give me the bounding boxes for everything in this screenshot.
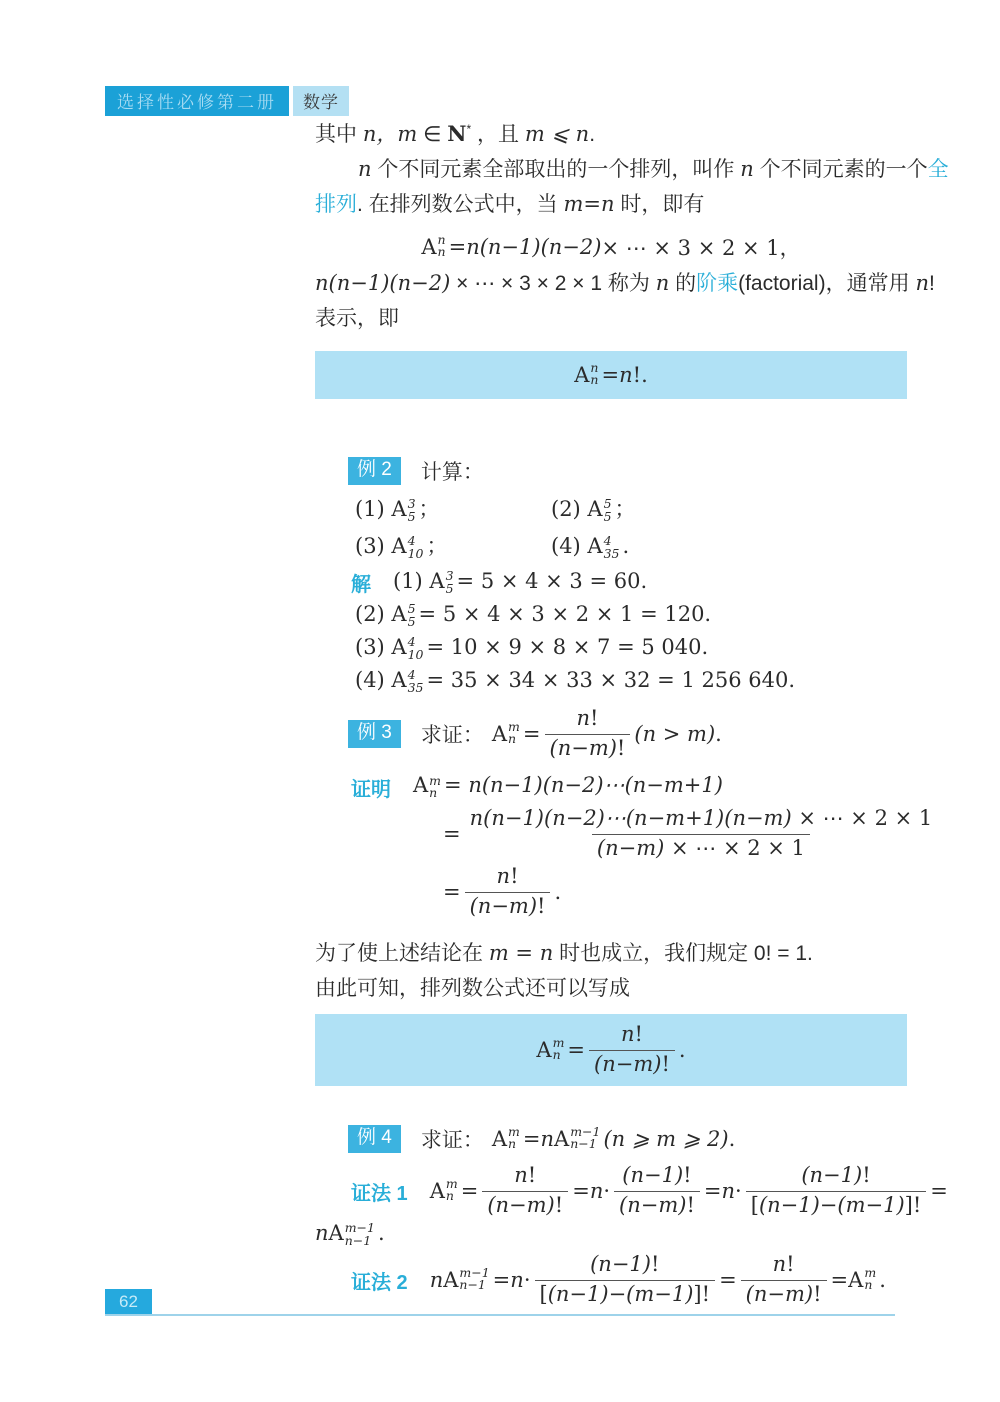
fraction bbox=[746, 1162, 927, 1221]
math-token: A bbox=[536, 1038, 552, 1062]
denominator bbox=[746, 1191, 927, 1221]
superscript: m−1 bbox=[570, 1123, 601, 1139]
math-token: = bbox=[443, 880, 461, 904]
accent-term: 排列 bbox=[315, 193, 357, 216]
math-token: = bbox=[522, 722, 541, 746]
math-token: A bbox=[429, 568, 445, 593]
superscript-subscript bbox=[604, 535, 620, 560]
math-token: n bbox=[576, 705, 590, 730]
math-token: n bbox=[510, 1268, 524, 1292]
text-run: n bbox=[655, 271, 670, 295]
text-run: ，且 bbox=[471, 123, 525, 146]
superscript: m bbox=[864, 1264, 877, 1280]
math-token: A bbox=[421, 235, 437, 259]
subscript: 5 bbox=[445, 580, 454, 596]
math-token: (n−1) bbox=[801, 1162, 863, 1187]
superscript-subscript bbox=[570, 1123, 601, 1151]
math-token: A bbox=[391, 667, 407, 692]
example4-label: 例 4 bbox=[348, 1125, 401, 1153]
example3-header bbox=[348, 705, 907, 760]
numerator bbox=[768, 1251, 800, 1280]
fraction bbox=[614, 1162, 700, 1221]
math-token: = 35 × 34 × 33 × 32 = 1 256 640. bbox=[426, 667, 795, 692]
text-run: n bbox=[740, 157, 754, 181]
math-token: [ bbox=[750, 1192, 759, 1217]
math-token: ! bbox=[813, 1281, 822, 1306]
fraction bbox=[545, 705, 631, 764]
math-token: (4) bbox=[551, 534, 588, 558]
math-token: = bbox=[567, 1038, 586, 1062]
numerator bbox=[509, 1162, 541, 1191]
math-token: A bbox=[491, 722, 508, 746]
math-token: (n−m) bbox=[619, 1192, 687, 1217]
math-token: !. bbox=[632, 363, 648, 387]
superscript-subscript bbox=[408, 498, 416, 523]
text-run: * bbox=[466, 122, 472, 136]
math-token: (2) bbox=[551, 497, 588, 521]
superscript-subscript bbox=[345, 1222, 375, 1247]
superscript: 4 bbox=[407, 533, 416, 549]
math-token: n bbox=[514, 1162, 528, 1187]
math-token: A bbox=[848, 1268, 864, 1292]
solution-math-3 bbox=[355, 635, 708, 662]
superscript-subscript bbox=[408, 603, 416, 628]
example2-item-4 bbox=[551, 529, 907, 566]
math-token: A bbox=[391, 534, 407, 558]
denominator bbox=[535, 1280, 716, 1310]
accent-term: 阶乘 bbox=[696, 272, 739, 295]
fraction bbox=[482, 1162, 568, 1221]
math-token: (2) bbox=[355, 601, 392, 626]
subscript: 35 bbox=[407, 679, 424, 695]
denominator bbox=[482, 1191, 568, 1221]
series-title: 选择性必修第二册 bbox=[105, 86, 289, 116]
math-token: . bbox=[728, 1127, 736, 1151]
superscript: 3 bbox=[445, 568, 454, 584]
superscript: m bbox=[508, 718, 520, 734]
math-token: ； bbox=[614, 497, 636, 521]
example2-label: 例 2 bbox=[348, 457, 401, 485]
superscript: 4 bbox=[603, 533, 612, 549]
example2-item-1 bbox=[355, 492, 551, 529]
text-run: N bbox=[447, 121, 467, 146]
superscript: 5 bbox=[603, 496, 612, 512]
text-run: 时也成立，我们规定 0! = 1. bbox=[553, 942, 813, 965]
subscript: n−1 bbox=[344, 1232, 372, 1248]
math-token: ! bbox=[650, 1251, 660, 1276]
denominator bbox=[465, 892, 551, 922]
math-token: ! bbox=[683, 1162, 692, 1187]
subscript: 10 bbox=[407, 646, 424, 662]
paragraph-full-permutation-2 bbox=[315, 187, 907, 222]
text-run: 表示，即 bbox=[315, 307, 399, 330]
math-token: 求证： bbox=[420, 1129, 484, 1152]
math-token: ! bbox=[510, 863, 519, 888]
numerator bbox=[585, 1251, 664, 1280]
superscript: 4 bbox=[407, 634, 416, 650]
method2-keyword: 证法 2 bbox=[351, 1271, 408, 1294]
superscript-subscript bbox=[429, 772, 442, 801]
math-token: (n−m) bbox=[549, 735, 617, 760]
math-token: 求证： bbox=[420, 724, 484, 747]
subscript: 5 bbox=[407, 508, 416, 524]
math-token: A bbox=[328, 1220, 344, 1245]
numerator bbox=[571, 705, 603, 734]
math-token: = bbox=[930, 1179, 948, 1203]
math-token: = 5 × 4 × 3 × 2 × 1 = 120. bbox=[418, 601, 712, 626]
math-token: n(n−1)(n−2)⋯(n−m+1) bbox=[468, 773, 723, 798]
math-token: = bbox=[601, 363, 620, 387]
math-token: A bbox=[413, 773, 429, 798]
subscript: n bbox=[508, 731, 517, 746]
math-token: = bbox=[444, 773, 469, 798]
math-token: = bbox=[522, 1127, 541, 1151]
superscript-subscript bbox=[552, 1034, 565, 1062]
math-token: = bbox=[448, 235, 467, 259]
proof-math-2 bbox=[443, 805, 941, 864]
numerator bbox=[796, 1162, 875, 1191]
formula-full-permutation bbox=[315, 228, 907, 266]
math-token: n bbox=[540, 1127, 555, 1151]
subscript: 10 bbox=[407, 545, 424, 561]
math-token: (3) bbox=[355, 634, 392, 659]
math-token: (1) bbox=[355, 497, 392, 521]
proof-line-3 bbox=[443, 864, 907, 920]
method1-math-2 bbox=[315, 1221, 385, 1248]
numerator bbox=[617, 1162, 696, 1191]
text-run: m=n bbox=[563, 192, 615, 216]
math-token: · bbox=[603, 1179, 611, 1203]
math-token: (n−m) bbox=[487, 1192, 555, 1217]
subscript: 5 bbox=[407, 613, 416, 629]
math-token: = bbox=[830, 1268, 849, 1292]
math-token: ! bbox=[786, 1251, 795, 1276]
denominator bbox=[545, 734, 631, 764]
math-token: (n−1)−(m−1) bbox=[547, 1281, 694, 1306]
solution-line-4 bbox=[355, 665, 907, 698]
superscript-subscript bbox=[408, 636, 424, 661]
math-token: × ⋯ × 2 × 1 bbox=[664, 835, 805, 860]
text-run: 为了使上述结论在 bbox=[315, 942, 489, 965]
solution-math-1 bbox=[393, 569, 647, 596]
subscript: n bbox=[445, 1188, 454, 1203]
paragraph-full-permutation-1 bbox=[315, 152, 949, 187]
superscript: 3 bbox=[407, 496, 416, 512]
math-token: . bbox=[554, 880, 562, 904]
paragraph-zero-factorial bbox=[315, 936, 907, 971]
fraction bbox=[465, 863, 551, 922]
paragraph-condition bbox=[315, 112, 907, 152]
superscript-subscript bbox=[408, 669, 424, 694]
text-run: . bbox=[589, 123, 596, 146]
math-token: n bbox=[496, 863, 511, 888]
math-token: A bbox=[554, 1127, 570, 1151]
superscript-subscript bbox=[590, 359, 599, 387]
subscript: n bbox=[590, 372, 599, 387]
paragraph-factorial-2 bbox=[315, 301, 907, 336]
superscript: n bbox=[437, 231, 446, 247]
example2-item-3 bbox=[355, 529, 551, 566]
math-token: ! bbox=[634, 1021, 643, 1046]
math-token: A bbox=[391, 634, 407, 659]
math-token: ! bbox=[661, 1051, 670, 1076]
proof-math-3 bbox=[443, 863, 561, 922]
math-token: n bbox=[589, 1179, 604, 1203]
paragraph-factorial-1 bbox=[315, 266, 935, 301]
denominator bbox=[589, 1050, 675, 1080]
math-token: (n > m) bbox=[634, 722, 716, 746]
example4-header bbox=[348, 1122, 907, 1156]
highlight-box-permutation-formula bbox=[315, 1014, 907, 1086]
math-token: ! bbox=[686, 1192, 695, 1217]
superscript: m−1 bbox=[459, 1264, 490, 1280]
math-token: . bbox=[715, 722, 722, 746]
example3-label: 例 3 bbox=[348, 720, 401, 748]
math-token: n bbox=[620, 1021, 635, 1046]
accent-term: 全 bbox=[927, 158, 949, 181]
math-token: = bbox=[460, 1179, 479, 1203]
math-token: = bbox=[443, 822, 461, 846]
math-token: A bbox=[391, 497, 407, 521]
fraction bbox=[589, 1021, 675, 1080]
text-run: 时，即有 bbox=[614, 193, 705, 216]
subject-badge: 数学 bbox=[293, 86, 349, 116]
solution-line-1 bbox=[351, 566, 907, 599]
math-token: ! bbox=[554, 1192, 564, 1217]
math-token: (3) bbox=[355, 534, 392, 558]
text-run: m = n bbox=[488, 941, 554, 965]
text-run: n bbox=[358, 157, 372, 181]
subscript: n−1 bbox=[459, 1277, 486, 1292]
math-token: A bbox=[574, 363, 590, 387]
text-run: n bbox=[915, 271, 929, 295]
math-token: A bbox=[491, 1127, 508, 1151]
text-run: 的 bbox=[669, 272, 697, 295]
subscript: n bbox=[864, 1277, 873, 1292]
math-token: ! bbox=[616, 735, 626, 760]
proof-math-1 bbox=[413, 773, 723, 800]
math-token: A bbox=[587, 497, 603, 521]
math-token: = bbox=[492, 1268, 511, 1292]
subscript: n−1 bbox=[570, 1136, 597, 1151]
math-token: · bbox=[735, 1179, 742, 1203]
solution-keyword: 解 bbox=[351, 574, 371, 596]
denominator bbox=[592, 834, 810, 864]
math-token: (n−m) bbox=[745, 1281, 814, 1306]
fraction bbox=[741, 1251, 827, 1310]
example2-title bbox=[421, 456, 484, 486]
math-token: A bbox=[443, 1268, 459, 1292]
numerator bbox=[465, 805, 938, 834]
math-token: (n−m) bbox=[469, 893, 538, 918]
example2-items bbox=[355, 492, 907, 566]
superscript: m bbox=[445, 1175, 458, 1191]
math-token: (n−m) bbox=[596, 835, 665, 860]
math-token: n(n−1)(n−2) bbox=[466, 235, 602, 259]
math-token: A bbox=[391, 601, 407, 626]
fraction bbox=[465, 805, 938, 864]
math-token: ! bbox=[527, 1162, 537, 1187]
math-token: = bbox=[703, 1179, 722, 1203]
solution-math-2 bbox=[355, 602, 711, 629]
subscript: n bbox=[437, 244, 446, 259]
math-token: = 10 × 9 × 8 × 7 = 5 040. bbox=[426, 634, 709, 659]
page-number-badge: 62 bbox=[105, 1289, 152, 1315]
math-token: ； bbox=[426, 534, 448, 558]
text-run: 其中 bbox=[315, 123, 363, 146]
math-token: (n−m) bbox=[594, 1051, 662, 1076]
math-token: ]! bbox=[693, 1281, 711, 1306]
footer-rule bbox=[105, 1314, 895, 1316]
math-token: × ⋯ × 2 × 1 bbox=[791, 805, 933, 830]
subscript: 5 bbox=[603, 508, 612, 524]
math-token: n bbox=[429, 1268, 444, 1292]
superscript-subscript bbox=[604, 498, 612, 523]
denominator bbox=[741, 1280, 827, 1310]
example2-header bbox=[348, 456, 907, 486]
math-token: ]! bbox=[904, 1192, 922, 1217]
solution-line-3 bbox=[355, 632, 907, 665]
superscript-subscript bbox=[445, 1175, 458, 1203]
math-token: . bbox=[678, 1038, 686, 1062]
math-token: (n−1) bbox=[622, 1162, 684, 1187]
subscript: n bbox=[429, 785, 438, 801]
math-token: (4) bbox=[355, 667, 392, 692]
math-token: A bbox=[587, 534, 603, 558]
paragraph-rewrite bbox=[315, 971, 907, 1006]
numerator bbox=[492, 863, 524, 892]
math-token: = bbox=[719, 1268, 737, 1292]
numerator bbox=[616, 1021, 648, 1050]
math-token: . bbox=[622, 534, 630, 558]
proof-line-1 bbox=[351, 770, 907, 804]
text-run: ∈ bbox=[417, 123, 448, 146]
text-run: 由此可知，排列数公式还可以写成 bbox=[315, 977, 630, 1000]
superscript-subscript bbox=[508, 1123, 520, 1151]
math-token: ! bbox=[589, 705, 599, 730]
subscript: n bbox=[552, 1047, 561, 1062]
math-token: n(n−1)(n−2)⋯(n−m+1)(n−m) bbox=[469, 805, 792, 830]
method1-keyword: 证法 1 bbox=[351, 1182, 408, 1205]
math-token: (n−1)−(m−1) bbox=[758, 1192, 905, 1217]
text-run: . 在排列数公式中，当 bbox=[357, 193, 564, 216]
math-token: (1) bbox=[393, 568, 430, 593]
superscript-subscript bbox=[459, 1264, 490, 1292]
page-header bbox=[105, 86, 349, 116]
superscript: m bbox=[429, 772, 442, 788]
math-token: [ bbox=[539, 1281, 548, 1306]
math-token: (n−1) bbox=[590, 1251, 651, 1276]
example2-item-2 bbox=[551, 492, 907, 529]
superscript-subscript bbox=[864, 1264, 877, 1292]
text-run: 个不同元素全部取出的一个排列，叫作 bbox=[371, 158, 741, 181]
math-token: . bbox=[377, 1220, 385, 1245]
highlight-box-factorial bbox=[315, 351, 907, 399]
superscript: m bbox=[508, 1123, 520, 1139]
method1-math-1 bbox=[430, 1162, 948, 1221]
math-token: ! bbox=[862, 1162, 871, 1187]
method2-line-1 bbox=[351, 1253, 907, 1307]
denominator bbox=[614, 1191, 700, 1221]
math-token: ! bbox=[537, 893, 546, 918]
solution-math-4 bbox=[355, 668, 795, 695]
superscript: n bbox=[590, 359, 599, 375]
superscript-subscript bbox=[437, 231, 446, 259]
superscript: 4 bbox=[407, 667, 416, 683]
proof-line-2 bbox=[443, 804, 933, 864]
example4-statement bbox=[421, 1124, 735, 1154]
superscript-subscript bbox=[446, 570, 454, 595]
fraction bbox=[535, 1251, 716, 1310]
text-run: n，m bbox=[362, 122, 418, 146]
method1-line-1 bbox=[351, 1162, 948, 1218]
text-run: (factorial)，通常用 bbox=[738, 272, 916, 295]
math-token: n bbox=[315, 1220, 329, 1245]
superscript-subscript bbox=[508, 718, 520, 746]
superscript-subscript bbox=[408, 535, 424, 560]
math-token: × ⋯ × 3 × 2 × 1， bbox=[601, 236, 801, 260]
math-token: . bbox=[879, 1268, 886, 1292]
method2-math-1 bbox=[430, 1251, 886, 1310]
math-token: A bbox=[429, 1179, 445, 1203]
text-run: ! bbox=[928, 272, 935, 295]
text-run: n(n−1)(n−2) bbox=[315, 271, 451, 295]
example3-statement bbox=[421, 705, 722, 764]
subscript: 35 bbox=[603, 545, 620, 561]
method1-line-2 bbox=[315, 1218, 907, 1251]
text-run: m ⩽ n bbox=[524, 122, 590, 146]
superscript: 5 bbox=[407, 601, 416, 617]
text-run: 个不同元素的一个 bbox=[753, 158, 928, 181]
math-token: · bbox=[523, 1268, 531, 1292]
proof-keyword: 证明 bbox=[351, 778, 391, 801]
math-token: n bbox=[619, 363, 633, 387]
text-run: 计算： bbox=[420, 461, 484, 484]
math-token: n bbox=[772, 1251, 787, 1276]
math-token: n bbox=[721, 1179, 736, 1203]
math-token: ； bbox=[418, 497, 440, 521]
main-content bbox=[315, 112, 949, 1307]
math-token: (n ⩾ m ⩾ 2) bbox=[603, 1127, 729, 1151]
math-token: = bbox=[572, 1179, 590, 1203]
superscript: m bbox=[552, 1034, 565, 1050]
superscript: m−1 bbox=[344, 1220, 375, 1236]
text-run: × ⋯ × 3 × 2 × 1 称为 bbox=[450, 272, 656, 295]
subscript: n bbox=[508, 1136, 517, 1151]
solution-line-2 bbox=[355, 599, 907, 632]
math-token: = 5 × 4 × 3 = 60. bbox=[456, 568, 648, 593]
